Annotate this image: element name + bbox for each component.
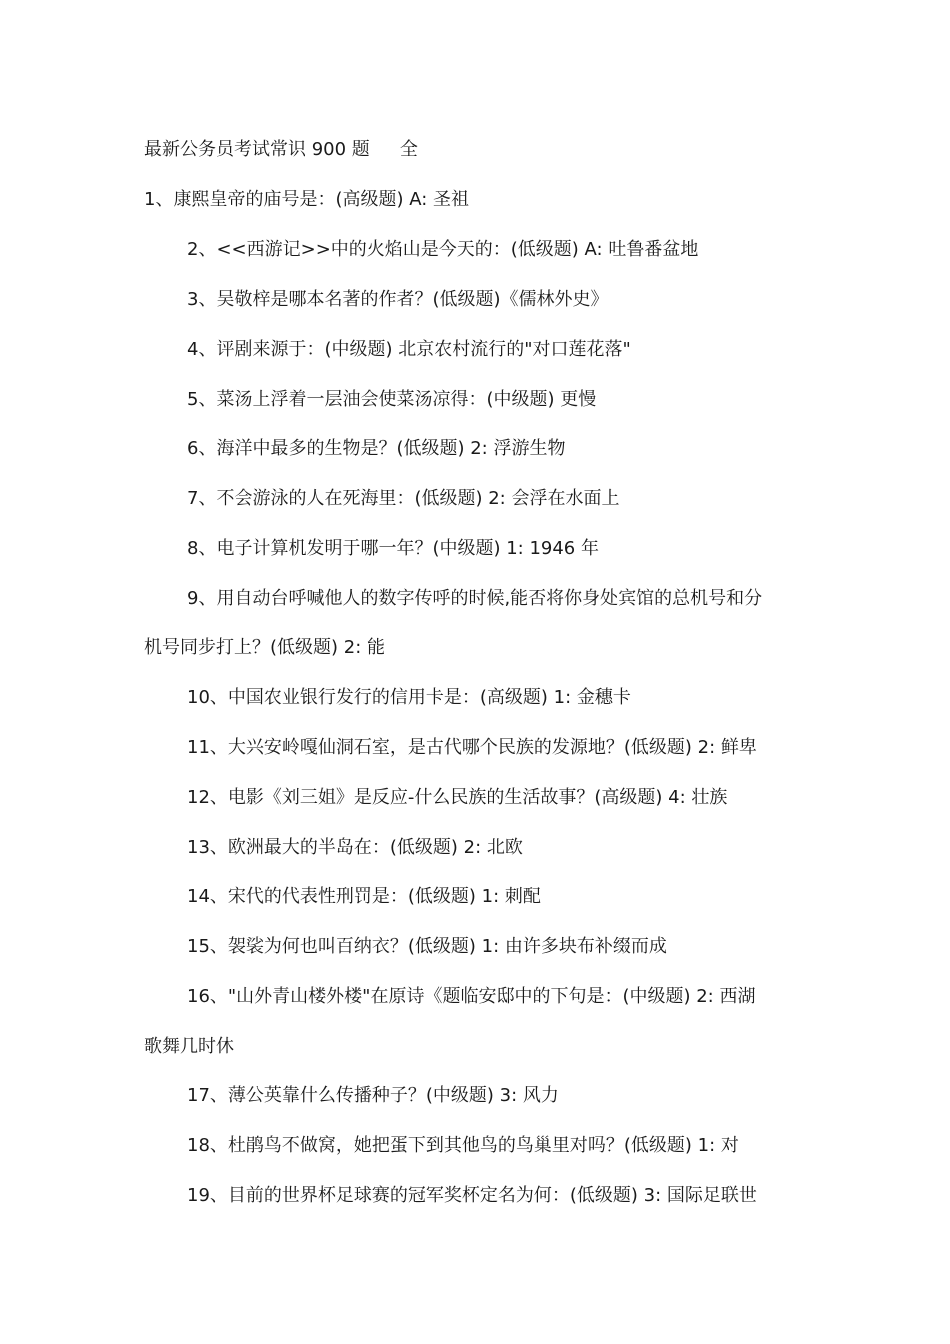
- question-line: 4、评剧来源于：(中级题) 北京农村流行的"对口莲花落": [187, 339, 631, 360]
- question-line: 1、康熙皇帝的庙号是：(高级题) A: 圣祖: [144, 189, 470, 210]
- question-line: 15、袈裟为何也叫百纳衣？(低级题) 1: 由许多块布补缀而成: [187, 936, 667, 957]
- question-line: 13、欧洲最大的半岛在：(低级题) 2: 北欧: [187, 837, 523, 858]
- question-line: 11、大兴安岭嘎仙洞石室，是古代哪个民族的发源地？(低级题) 2: 鲜卑: [187, 737, 757, 758]
- title-suffix: 全: [399, 139, 418, 160]
- question-line: 2、<<西游记>>中的火焰山是今天的：(低级题) A: 吐鲁番盆地: [187, 239, 699, 260]
- question-line: 7、不会游泳的人在死海里：(低级题) 2: 会浮在水面上: [187, 488, 620, 509]
- question-line: 3、吴敬梓是哪本名著的作者？(低级题)《儒林外史》: [187, 289, 609, 310]
- document-title: [144, 138, 814, 162]
- question-line-continued: 歌舞几时休: [144, 1036, 234, 1057]
- title-text: 最新公务员考试常识 900 题: [144, 139, 370, 160]
- question-line: 9、用自动台呼喊他人的数字传呼的时候,能否将你身处宾馆的总机号和分: [187, 588, 763, 609]
- question-line: 19、目前的世界杯足球赛的冠军奖杯定名为何：(低级题) 3: 国际足联世: [187, 1185, 757, 1206]
- question-line: 14、宋代的代表性刑罚是：(低级题) 1: 刺配: [187, 886, 541, 907]
- question-line: 5、菜汤上浮着一层油会使菜汤凉得：(中级题) 更慢: [187, 389, 597, 410]
- question-line: 10、中国农业银行发行的信用卡是：(高级题) 1: 金穗卡: [187, 687, 631, 708]
- question-line: 16、"山外青山楼外楼"在原诗《题临安邸中的下句是：(中级题) 2: 西湖: [187, 986, 756, 1007]
- question-line: 18、杜鹃鸟不做窝，她把蛋下到其他鸟的鸟巢里对吗？(低级题) 1: 对: [187, 1135, 739, 1156]
- question-line: 12、电影《刘三姐》是反应-什么民族的生活故事？(高级题) 4: 壮族: [187, 787, 728, 808]
- question-line: 6、海洋中最多的生物是？(低级题) 2: 浮游生物: [187, 438, 566, 459]
- question-line-continued: 机号同步打上？(低级题) 2: 能: [144, 637, 386, 658]
- question-line: 17、薄公英靠什么传播种子？(中级题) 3: 风力: [187, 1085, 559, 1106]
- question-line: 8、电子计算机发明于哪一年？(中级题) 1: 1946 年: [187, 538, 599, 559]
